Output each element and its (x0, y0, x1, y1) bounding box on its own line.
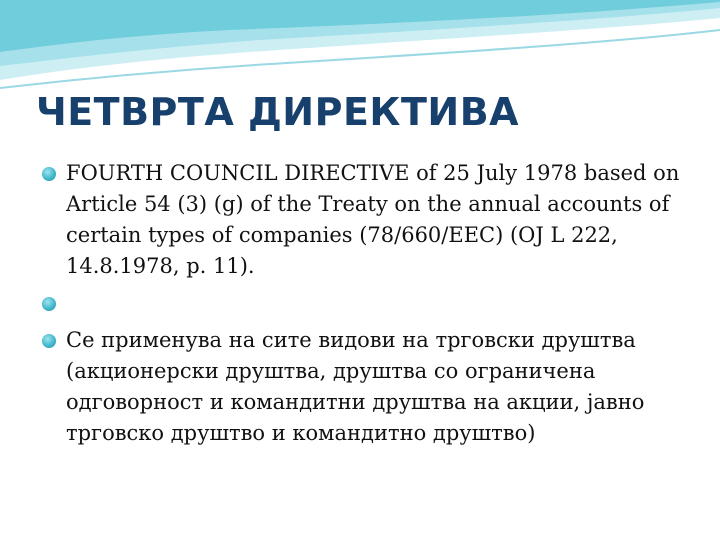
bullet-item-empty (40, 288, 690, 319)
bullet-text: Се применува на сите видови на трговски друштва (акционерски друштва, друштва со ограничена одговорност и командитни друштва на акции, јавно трговско друштво и командитно друштво) (66, 328, 645, 445)
round-bullet-icon (42, 297, 56, 311)
round-bullet-icon (42, 334, 56, 348)
bullet-list (40, 158, 690, 449)
bullet-item-scope (40, 325, 690, 449)
slide-title: ЧЕТВРТА ДИРЕКТИВА (36, 90, 520, 134)
round-bullet-icon (42, 167, 56, 181)
bullet-item-directive (40, 158, 690, 282)
bullet-text: FOURTH COUNCIL DIRECTIVE of 25 July 1978 based on Article 54 (3) (g) of the Treaty on the annual accounts of certain types of companies (78/660/EEC) (OJ L 222, 14.8.1978, p. 11). (66, 161, 680, 278)
wave-banner-decoration (0, 0, 720, 90)
